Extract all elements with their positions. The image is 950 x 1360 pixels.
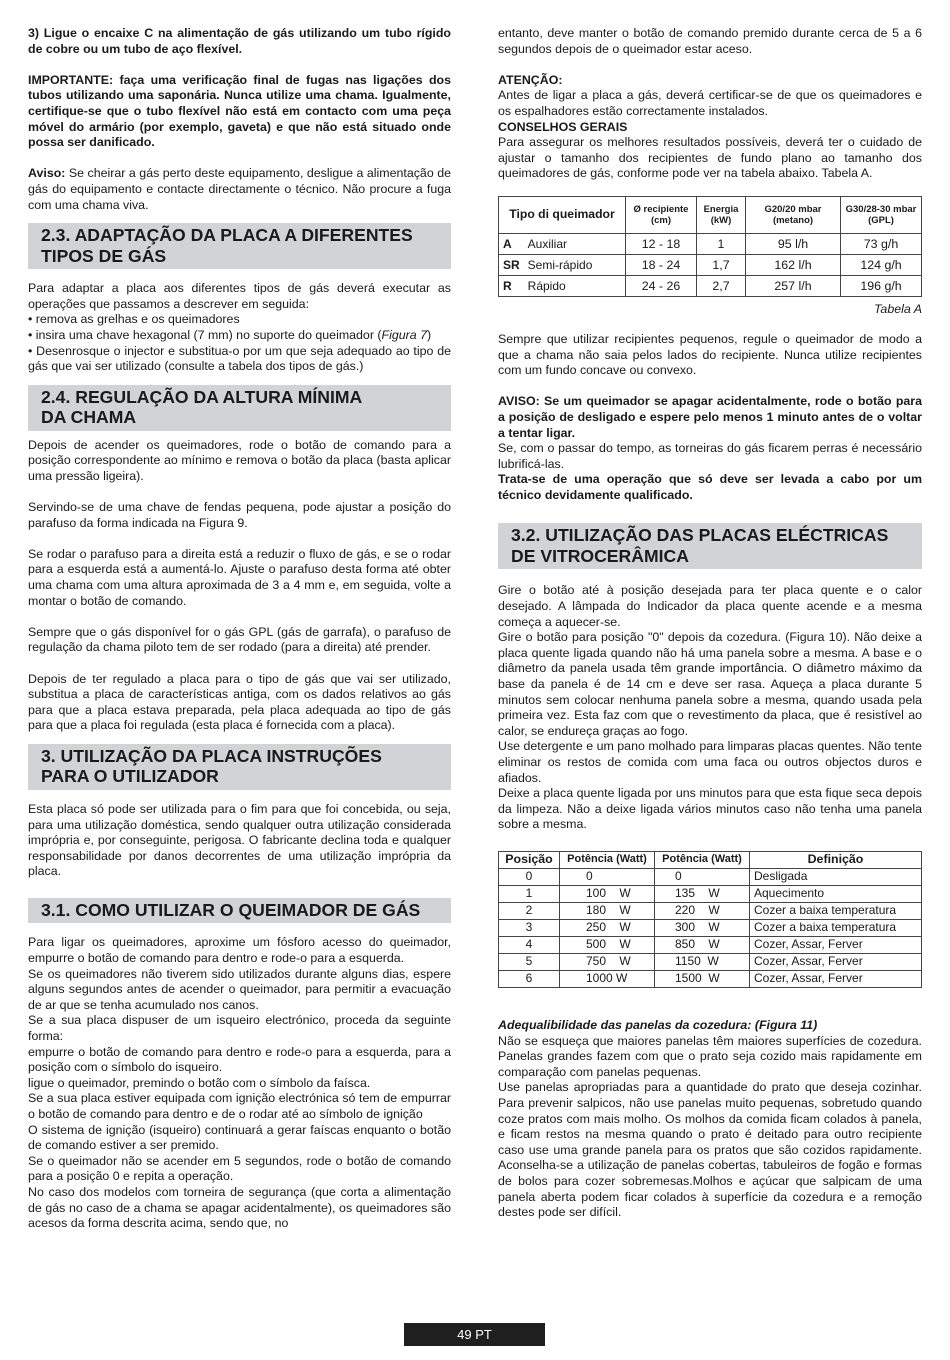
right-column	[498, 26, 922, 1221]
power-cell: 500 W	[560, 936, 655, 953]
heading-2-3	[28, 223, 451, 269]
g20-cell: 95 l/h	[746, 233, 841, 254]
position-cell: 1	[499, 885, 560, 902]
table-row	[499, 254, 922, 275]
heading-3	[28, 744, 451, 790]
s31-p9: No caso dos modelos com torneira de segurança (que corta a alimentação de gás no caso de a chama se apagar acidentalmente), os queimadores são acesos da forma descrita acima, sendo que, no	[28, 1184, 451, 1231]
g30-cell: 73 g/h	[841, 233, 922, 254]
pan-suitability-p2: Use panelas apropriadas para a quantidade do prato que deseja cozinhar. Para prevenir salpicos, não use panelas muito pequenas, sobretudo quando coze pratos com mais molho. Os molhos da comida ficam colados à panela, e ficam restos na mesma quando o prato é deitado para outro recipiente caso use uma grande panela para os pratos que são cozidos rapidamente. Aconselha-se a utilização de panelas cobertas, tabuleiros de fogão e formas de bolos para cozer sobremesas.Molhos e açúcar que salpicam de uma panela aberta podem ficar colados à superfície da cozedura e a remoção destes pode ser difícil.	[498, 1080, 922, 1220]
power-cell: 300 W	[655, 919, 750, 936]
g30-cell: 196 g/h	[841, 275, 922, 296]
s24-p1: Depois de acender os queimadores, rode o botão de comando para a posição correspondente ao mínimo e remova o botão da placa (basta aplicar uma pressão ligeira).	[28, 437, 451, 483]
figure-7-ref: Figura 7	[381, 327, 427, 342]
s31-p5: ligue o queimador, premindo o botão com o símbolo da faísca.	[28, 1075, 371, 1090]
heading-2-3-line2: TIPOS DE GÁS	[41, 245, 167, 266]
definition-cell: Cozer, Assar, Ferver	[750, 936, 922, 953]
heading-3-line1: 3. UTILIZAÇÃO DA PLACA INSTRUÇÕES	[41, 745, 382, 766]
diameter-cell: 18 - 24	[626, 254, 697, 275]
page-number: 49 PT	[404, 1323, 545, 1346]
power-table-header-cell: Definição	[750, 851, 922, 868]
s31-p6: Se a sua placa estiver equipada com ignição electrónica só tem de empurrar o botão de comando para dentro e de o rodar até ao símbolo de ignição	[28, 1091, 451, 1121]
s24-p4: Sempre que o gás disponível for o gás GPL (gás de garrafa), o parafuso de regulação da chama piloto tem de ser rodado (para a direita) até prender.	[28, 624, 451, 655]
power-cell: 0	[560, 868, 655, 885]
heading-2-4-line2: DA CHAMA	[41, 407, 137, 428]
s31-p2: Se os queimadores não tiverem sido utilizados durante alguns dias, espere alguns segundos antes de acender o queimador, para permitir a evacuação de ar que se tenha acumulado nos canos.	[28, 966, 451, 1012]
s32-p4: Deixe a placa quente ligada por uns minutos para que esta fique seca depois da limpeza. Não a deixe ligada vários minutos caso não tenha uma panela sobre a mesma.	[498, 786, 922, 832]
power-cell: 0	[655, 868, 750, 885]
heading-3-2	[498, 523, 922, 569]
technician-paragraph: Trata-se de uma operação que só deve ser levada a cabo por um técnico devidamente qualificado.	[498, 472, 922, 502]
s24-p5: Depois de ter regulado a placa para o tipo de gás que vai ser utilizado, substitua a placa de características antiga, com os dados relativos ao gás para que a placa estava preparada, pela placa adequada ao tipo de gás para que a placa foi regulada (esta placa é fornecida com a placa).	[28, 671, 451, 733]
important-paragraph: IMPORTANTE: faça uma verificação final de fugas nas ligações dos tubos utilizando uma saponária. Nunca utilize uma chama. Igualmente, certifique-se que o tubo flexível não está em contacto com uma peça móvel do armário (por exemplo, gaveta) e que não está situado onde possa ser danificado.	[28, 72, 451, 150]
general-advice-paragraph: Para assegurar os melhores resultados possíveis, deverá ter o cuidado de ajustar o tamanho dos recipientes de fundo plano ao tamanho dos queimadores de gás, conforme pode ver na tabela abaixo. Tabela A.	[498, 135, 922, 181]
heading-3-line2: PARA O UTILIZADOR	[41, 766, 219, 787]
table-a-header-cell: Ø recipiente (cm)	[626, 196, 697, 233]
power-cell: 180 W	[560, 902, 655, 919]
table-row	[499, 275, 922, 296]
table-a-header	[499, 196, 922, 233]
table-a-header-cell: G20/20 mbar (metano)	[746, 196, 841, 233]
left-column	[28, 26, 451, 1232]
burner-name: Rápido	[524, 275, 626, 296]
warning-lead: Aviso:	[28, 166, 66, 181]
table-row	[499, 970, 922, 987]
position-cell: 4	[499, 936, 560, 953]
table-a-caption: Tabela A	[874, 301, 922, 316]
definition-cell: Cozer, Assar, Ferver	[750, 970, 922, 987]
table-row	[499, 885, 922, 902]
s3-p1: Esta placa só pode ser utilizada para o fim para que foi concebida, ou seja, para uma utilização doméstica, sendo qualquer outra utilização considerada imprópria e, por conseguinte, perigosa. O fabricante declina toda e qualquer responsabilidade por danos decorrentes de uma utilização imprópria da placa.	[28, 801, 451, 879]
s23-bullet-1: • remova as grelhas e os queimadores	[28, 312, 240, 327]
position-cell: 0	[499, 868, 560, 885]
table-a-header-cell: Tipo di queimador	[499, 196, 626, 233]
burner-name: Auxiliar	[524, 233, 626, 254]
g20-cell: 257 l/h	[746, 275, 841, 296]
g20-cell: 162 l/h	[746, 254, 841, 275]
warning-text: Se cheirar a gás perto deste equipamento, desligue a alimentação de gás do equipamento e contacte directamente o técnico. Não procure a fuga com uma chama viva.	[28, 166, 451, 212]
power-cell: 100 W	[560, 885, 655, 902]
small-pans-paragraph: Sempre que utilizar recipientes pequenos, regule o queimador de modo a que a chama não saia pelos lados do recipiente. Nunca utilize recipientes com um fundo concave ou convexo.	[498, 331, 922, 378]
heading-2-4-line1: 2.4. REGULAÇÃO DA ALTURA MÍNIMA	[41, 386, 363, 407]
attention-title: ATENÇÃO:	[498, 72, 563, 87]
heading-3-1	[28, 898, 451, 924]
table-a-header-cell: G30/28-30 mbar (GPL)	[841, 196, 922, 233]
step-3-paragraph: 3) Ligue o encaixe C na alimentação de gás utilizando um tubo rígido de cobre ou um tubo de aço flexível.	[28, 26, 451, 56]
power-cell: 1000 W	[560, 970, 655, 987]
s24-p2: Servindo-se de uma chave de fendas pequena, pode ajustar a posição do parafuso da forma indicada na Figura 9.	[28, 500, 451, 530]
power-cell: 1500 W	[655, 970, 750, 987]
s32-p1: Gire o botão até à posição desejada para ter placa quente e o calor desejado. A lâmpada do Indicador da placa quente acende e a mesma começa a aquecer-se.	[498, 583, 922, 629]
energy-cell: 1	[697, 233, 746, 254]
power-table-header	[499, 851, 922, 868]
position-cell: 2	[499, 902, 560, 919]
warning-paragraph	[28, 166, 451, 213]
continued-paragraph: entanto, deve manter o botão de comando premido durante cerca de 5 a 6 segundos depois de o queimador estar aceso.	[498, 26, 922, 56]
power-cell: 220 W	[655, 902, 750, 919]
burner-code: A	[499, 233, 524, 254]
s32-p3: Use detergente e um pano molhado para limparas placas quentes. Não tente eliminar os restos de comida com uma faca ou outros objectos duros e afiados.	[498, 739, 922, 785]
heading-2-3-line1: 2.3. ADAPTAÇÃO DA PLACA A DIFERENTES	[41, 225, 413, 246]
s24-p3: Se rodar o parafuso para a direita está a reduzir o fluxo de gás, e se o rodar para a esquerda está a aumentá-lo. Ajuste o parafuso desta forma até obter uma chama com uma altura aproximada de 3 a 4 mm e, em seguida, volte a montar o botão de comando.	[28, 546, 451, 608]
power-table-header-cell: Potência (Watt)	[560, 851, 655, 868]
diameter-cell: 12 - 18	[626, 233, 697, 254]
definition-cell: Desligada	[750, 868, 922, 885]
power-table-header-cell: Potência (Watt)	[655, 851, 750, 868]
s31-p7: O sistema de ignição (isqueiro) continuará a gerar faíscas enquanto o botão de comando estiver a ser premido.	[28, 1122, 451, 1153]
g30-cell: 124 g/h	[841, 254, 922, 275]
power-cell: 135 W	[655, 885, 750, 902]
power-table	[498, 851, 922, 988]
power-cell: 250 W	[560, 919, 655, 936]
table-a-header-cell: Energia (kW)	[697, 196, 746, 233]
table-a	[498, 196, 922, 297]
heading-3-2-line2: DE VITROCERÂMICA	[511, 545, 689, 566]
s23-intro: Para adaptar a placa aos diferentes tipos de gás deverá executar as operações que passamos a descrever em seguida:	[28, 281, 451, 311]
definition-cell: Cozer a baixa temperatura	[750, 902, 922, 919]
burner-name: Semi-rápido	[524, 254, 626, 275]
definition-cell: Cozer a baixa temperatura	[750, 919, 922, 936]
burner-code: SR	[499, 254, 524, 275]
definition-cell: Cozer, Assar, Ferver	[750, 953, 922, 970]
table-row	[499, 868, 922, 885]
position-cell: 6	[499, 970, 560, 987]
general-advice-title: CONSELHOS GERAIS	[498, 119, 628, 134]
s32-p2: Gire o botão para posição "0" depois da cozedura. (Figura 10). Não deixe a placa quente ligada quando não há uma panela sobre a mesma. A base e o diâmetro da panela usada têm grande importância. O diâmetro máximo da base da panela é de 14 cm e deve ser rasa. Aqueça a placa durante 5 minutos sem colocar nenhuma panela sobre a mesma, quando usada pela primeira vez. Esta faz com que o revestimento da placa, que é resistível ao calor, se endureça graças ao fogo.	[498, 630, 922, 738]
aviso-paragraph: AVISO: Se um queimador se apagar acidentalmente, rode o botão para a posição de desligado e espere pelo menos 1 minuto antes de o voltar a tentar ligar.	[498, 394, 922, 440]
attention-paragraph: Antes de ligar a placa a gás, deverá certificar-se de que os queimadores e os espalhadores estão correctamente instalados.	[498, 88, 922, 118]
power-cell: 750 W	[560, 953, 655, 970]
energy-cell: 2,7	[697, 275, 746, 296]
pan-suitability-title: Adequalibilidade das panelas da cozedura: (Figura 11)	[498, 1017, 818, 1032]
s23-bullet-2-close: )	[427, 327, 432, 342]
s23-bullet-2	[28, 328, 451, 344]
definition-cell: Aquecimento	[750, 885, 922, 902]
diameter-cell: 24 - 26	[626, 275, 697, 296]
s31-p3: Se a sua placa dispuser de um isqueiro electrónico, proceda da seguinte forma:	[28, 1013, 451, 1043]
s31-p8: Se o queimador não se acender em 5 segundos, rode o botão de comando para a posição 0 e repita a operação.	[28, 1153, 451, 1184]
position-cell: 3	[499, 919, 560, 936]
power-cell: 850 W	[655, 936, 750, 953]
table-row	[499, 919, 922, 936]
burner-code: R	[499, 275, 524, 296]
energy-cell: 1,7	[697, 254, 746, 275]
table-row	[499, 936, 922, 953]
power-cell: 1150 W	[655, 953, 750, 970]
power-table-header-cell: Posição	[499, 851, 560, 868]
taps-paragraph: Se, com o passar do tempo, as torneiras do gás ficarem perras é necessário lubrificá-las.	[498, 441, 922, 471]
table-row	[499, 953, 922, 970]
s23-bullet-3: • Desenrosque o injector e substitua-o por um que seja adequado ao tipo de gás que vai ser utilizado (consulte a tabela dos tipos de gás.)	[28, 343, 451, 374]
pan-suitability-p1: Não se esqueça que maiores panelas têm maiores superfícies de cozedura. Panelas grandes fazem com que o prato seja cozido mais rapidamente em comparação com panelas pequenas.	[498, 1033, 922, 1079]
heading-2-4	[28, 385, 451, 431]
table-row	[499, 233, 922, 254]
position-cell: 5	[499, 953, 560, 970]
heading-3-1-text: 3.1. COMO UTILIZAR O QUEIMADOR DE GÁS	[41, 899, 421, 920]
s23-bullet-2-text: • insira uma chave hexagonal (7 mm) no suporte do queimador (	[28, 327, 382, 342]
heading-3-2-line1: 3.2. UTILIZAÇÃO DAS PLACAS ELÉCTRICAS	[511, 525, 889, 546]
s31-p1: Para ligar os queimadores, aproxime um fósforo acesso do queimador, empurre o botão de comando para dentro e rode-o para a esquerda.	[28, 935, 451, 966]
s31-p4: empurre o botão de comando para dentro e rode-o para a esquerda, para a posição com o símbolo do isqueiro.	[28, 1044, 451, 1075]
table-row	[499, 902, 922, 919]
